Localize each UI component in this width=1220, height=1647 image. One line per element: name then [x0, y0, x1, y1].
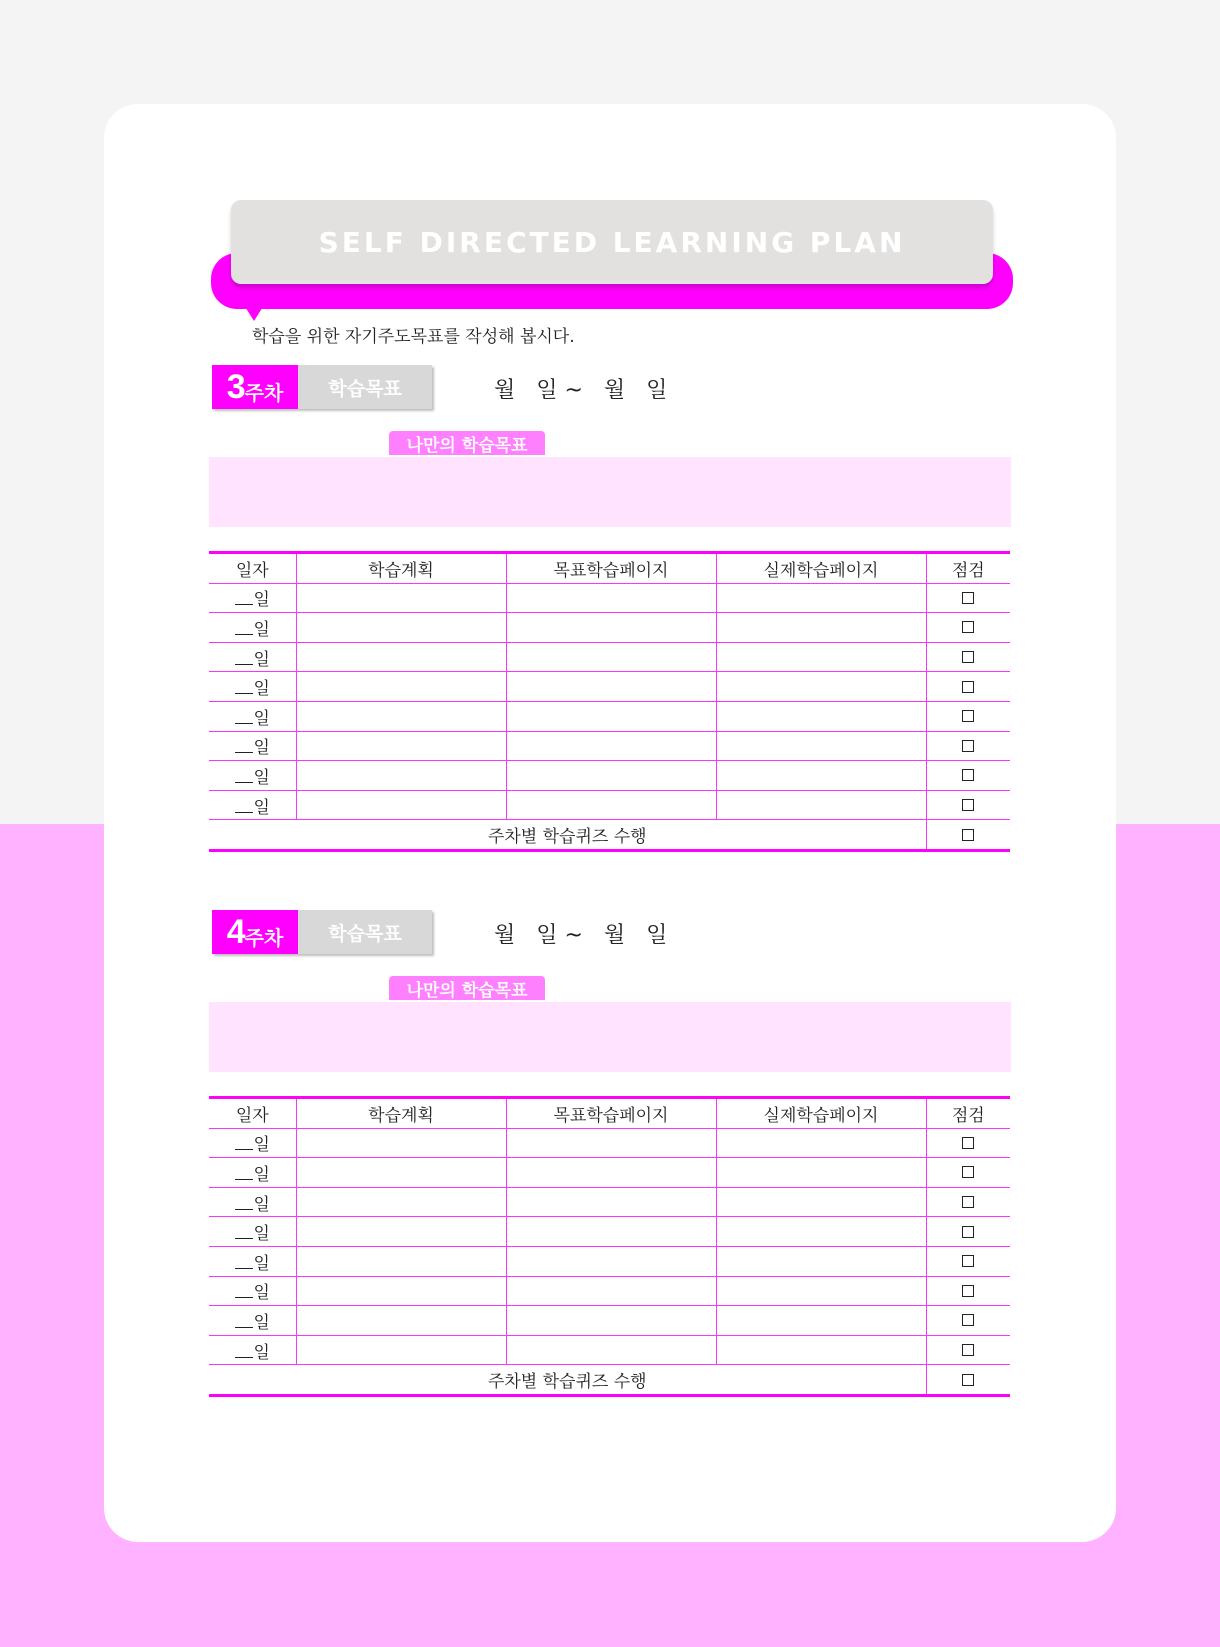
day-blank — [235, 1209, 253, 1210]
plan-cell[interactable] — [296, 1276, 506, 1306]
day-cell[interactable] — [209, 1158, 296, 1188]
day-blank — [235, 1238, 253, 1239]
day-label: 일 — [253, 679, 270, 700]
planner-card — [104, 104, 1116, 1542]
day-blank — [235, 664, 253, 665]
plan-cell[interactable] — [296, 1158, 506, 1188]
checkbox-icon[interactable] — [962, 1196, 974, 1208]
target-page-cell[interactable] — [506, 613, 716, 643]
actual-page-cell[interactable] — [716, 613, 926, 643]
day-label: 일 — [253, 1253, 270, 1274]
week-number-badge — [212, 910, 298, 954]
day-blank — [235, 1327, 253, 1328]
day-cell[interactable] — [209, 1306, 296, 1336]
day-blank — [235, 723, 253, 724]
table-header-cell: 목표학습페이지 — [506, 1098, 716, 1129]
week-date-range[interactable]: 월 일 ~ 월 일 — [494, 923, 668, 948]
checkbox-icon[interactable] — [962, 1314, 974, 1326]
actual-page-cell[interactable] — [716, 642, 926, 672]
week-number: 4 — [226, 912, 245, 951]
check-cell — [926, 1128, 1010, 1158]
actual-page-cell[interactable] — [716, 1306, 926, 1336]
checkbox-icon[interactable] — [962, 1137, 974, 1149]
week-number-badge — [212, 365, 298, 409]
target-page-cell[interactable] — [506, 790, 716, 820]
day-cell[interactable] — [209, 1276, 296, 1306]
check-cell — [926, 1276, 1010, 1306]
day-cell[interactable] — [209, 672, 296, 702]
quiz-row — [209, 1365, 1010, 1396]
day-cell[interactable] — [209, 613, 296, 643]
table-row — [209, 1217, 1010, 1247]
quiz-row — [209, 820, 1010, 851]
day-blank — [235, 1149, 253, 1150]
target-page-cell[interactable] — [506, 583, 716, 613]
checkbox-icon[interactable] — [962, 1285, 974, 1297]
table-row — [209, 731, 1010, 761]
table-row — [209, 1335, 1010, 1365]
week-number: 3 — [226, 367, 245, 406]
checkbox-icon[interactable] — [962, 769, 974, 781]
target-page-cell[interactable] — [506, 1306, 716, 1336]
table-header-cell: 점검 — [926, 1098, 1010, 1129]
plan-cell[interactable] — [296, 1246, 506, 1276]
table-header-cell: 학습계획 — [296, 553, 506, 584]
table-row — [209, 1158, 1010, 1188]
table-row — [209, 1276, 1010, 1306]
day-label: 일 — [253, 1194, 270, 1215]
day-label: 일 — [253, 767, 270, 788]
day-cell[interactable] — [209, 1335, 296, 1365]
target-page-cell[interactable] — [506, 1246, 716, 1276]
week-unit: 주차 — [244, 927, 284, 950]
day-label: 일 — [253, 738, 270, 759]
day-blank — [235, 693, 253, 694]
target-page-cell[interactable] — [506, 1335, 716, 1365]
day-blank — [235, 1268, 253, 1269]
my-goal-label: 나만의 학습목표 — [389, 431, 545, 455]
target-page-cell[interactable] — [506, 642, 716, 672]
table-header-cell: 학습계획 — [296, 1098, 506, 1129]
day-label: 일 — [253, 619, 270, 640]
day-label: 일 — [253, 1283, 270, 1304]
week-unit: 주차 — [244, 382, 284, 405]
day-cell[interactable] — [209, 1246, 296, 1276]
day-blank — [235, 1179, 253, 1180]
target-page-cell[interactable] — [506, 761, 716, 791]
week-goal-badge: 학습목표 — [298, 910, 432, 954]
plan-cell[interactable] — [296, 613, 506, 643]
target-page-cell[interactable] — [506, 1276, 716, 1306]
day-label: 일 — [253, 1164, 270, 1185]
plan-cell[interactable] — [296, 583, 506, 613]
checkbox-icon[interactable] — [962, 799, 974, 811]
actual-page-cell[interactable] — [716, 1246, 926, 1276]
plan-cell[interactable] — [296, 731, 506, 761]
check-cell — [926, 672, 1010, 702]
table-header-cell: 일자 — [209, 553, 296, 584]
day-cell[interactable] — [209, 701, 296, 731]
table-row — [209, 1246, 1010, 1276]
week-goal-badge: 학습목표 — [298, 365, 432, 409]
table-header-cell: 실제학습페이지 — [716, 1098, 926, 1129]
day-label: 일 — [253, 708, 270, 729]
table-row — [209, 642, 1010, 672]
actual-page-cell[interactable] — [716, 672, 926, 702]
day-blank — [235, 604, 253, 605]
table-row — [209, 583, 1010, 613]
checkbox-icon[interactable] — [962, 1166, 974, 1178]
checkbox-icon[interactable] — [962, 621, 974, 633]
table-row — [209, 1306, 1010, 1336]
plan-cell[interactable] — [296, 1187, 506, 1217]
check-cell — [926, 613, 1010, 643]
plan-cell[interactable] — [296, 761, 506, 791]
study-plan-table — [209, 1096, 1010, 1397]
day-cell[interactable] — [209, 761, 296, 791]
check-cell — [926, 820, 1010, 851]
day-label: 일 — [253, 1312, 270, 1333]
actual-page-cell[interactable] — [716, 731, 926, 761]
quiz-label: 주차별 학습퀴즈 수행 — [209, 820, 926, 851]
actual-page-cell[interactable] — [716, 790, 926, 820]
table-header-cell: 실제학습페이지 — [716, 553, 926, 584]
actual-page-cell[interactable] — [716, 701, 926, 731]
checkbox-icon[interactable] — [962, 651, 974, 663]
study-plan-table — [209, 551, 1010, 852]
target-page-cell[interactable] — [506, 1217, 716, 1247]
plan-cell[interactable] — [296, 790, 506, 820]
day-cell[interactable] — [209, 1217, 296, 1247]
check-cell — [926, 1187, 1010, 1217]
my-goal-input-area[interactable] — [209, 1002, 1011, 1072]
table-row — [209, 761, 1010, 791]
actual-page-cell[interactable] — [716, 1335, 926, 1365]
checkbox-icon[interactable] — [962, 1374, 974, 1386]
actual-page-cell[interactable] — [716, 1217, 926, 1247]
target-page-cell[interactable] — [506, 1187, 716, 1217]
table-header-cell: 점검 — [926, 553, 1010, 584]
actual-page-cell[interactable] — [716, 1158, 926, 1188]
day-blank — [235, 752, 253, 753]
day-label: 일 — [253, 1224, 270, 1245]
target-page-cell[interactable] — [506, 701, 716, 731]
actual-page-cell[interactable] — [716, 1128, 926, 1158]
day-blank — [235, 634, 253, 635]
check-cell — [926, 731, 1010, 761]
day-label: 일 — [253, 649, 270, 670]
day-label: 일 — [253, 1342, 270, 1363]
my-goal-input-area[interactable] — [209, 457, 1011, 527]
day-blank — [235, 782, 253, 783]
checkbox-icon[interactable] — [962, 1255, 974, 1267]
check-cell — [926, 642, 1010, 672]
table-row — [209, 701, 1010, 731]
my-goal-label: 나만의 학습목표 — [389, 976, 545, 1000]
actual-page-cell[interactable] — [716, 1276, 926, 1306]
day-blank — [235, 1357, 253, 1358]
header-title: SELF DIRECTED LEARNING PLAN — [231, 200, 993, 284]
table-header-cell: 일자 — [209, 1098, 296, 1129]
table-row — [209, 1187, 1010, 1217]
day-label: 일 — [253, 1135, 270, 1156]
checkbox-icon[interactable] — [962, 740, 974, 752]
day-blank — [235, 812, 253, 813]
table-row — [209, 790, 1010, 820]
day-cell[interactable] — [209, 1187, 296, 1217]
day-cell[interactable] — [209, 790, 296, 820]
table-row — [209, 613, 1010, 643]
check-cell — [926, 1306, 1010, 1336]
header-banner-tail — [244, 305, 264, 321]
table-header-cell: 목표학습페이지 — [506, 553, 716, 584]
plan-cell[interactable] — [296, 1335, 506, 1365]
actual-page-cell[interactable] — [716, 583, 926, 613]
day-cell[interactable] — [209, 731, 296, 761]
check-cell — [926, 1365, 1010, 1396]
target-page-cell[interactable] — [506, 1128, 716, 1158]
day-cell[interactable] — [209, 1128, 296, 1158]
target-page-cell[interactable] — [506, 731, 716, 761]
target-page-cell[interactable] — [506, 672, 716, 702]
target-page-cell[interactable] — [506, 1158, 716, 1188]
actual-page-cell[interactable] — [716, 761, 926, 791]
plan-cell[interactable] — [296, 672, 506, 702]
checkbox-icon[interactable] — [962, 592, 974, 604]
check-cell — [926, 701, 1010, 731]
plan-cell[interactable] — [296, 642, 506, 672]
day-cell[interactable] — [209, 642, 296, 672]
plan-cell[interactable] — [296, 701, 506, 731]
check-cell — [926, 1217, 1010, 1247]
check-cell — [926, 1246, 1010, 1276]
quiz-label: 주차별 학습퀴즈 수행 — [209, 1365, 926, 1396]
day-cell[interactable] — [209, 583, 296, 613]
check-cell — [926, 761, 1010, 791]
day-blank — [235, 1297, 253, 1298]
header-subtitle: 학습을 위한 자기주도목표를 작성해 봅시다. — [252, 327, 575, 347]
plan-cell[interactable] — [296, 1128, 506, 1158]
check-cell — [926, 1335, 1010, 1365]
checkbox-icon[interactable] — [962, 1226, 974, 1238]
table-row — [209, 1128, 1010, 1158]
table-row — [209, 672, 1010, 702]
actual-page-cell[interactable] — [716, 1187, 926, 1217]
checkbox-icon[interactable] — [962, 681, 974, 693]
check-cell — [926, 790, 1010, 820]
day-label: 일 — [253, 797, 270, 818]
plan-cell[interactable] — [296, 1306, 506, 1336]
day-label: 일 — [253, 590, 270, 611]
checkbox-icon[interactable] — [962, 710, 974, 722]
checkbox-icon[interactable] — [962, 829, 974, 841]
plan-cell[interactable] — [296, 1217, 506, 1247]
week-date-range[interactable]: 월 일 ~ 월 일 — [494, 378, 668, 403]
check-cell — [926, 583, 1010, 613]
check-cell — [926, 1158, 1010, 1188]
checkbox-icon[interactable] — [962, 1344, 974, 1356]
